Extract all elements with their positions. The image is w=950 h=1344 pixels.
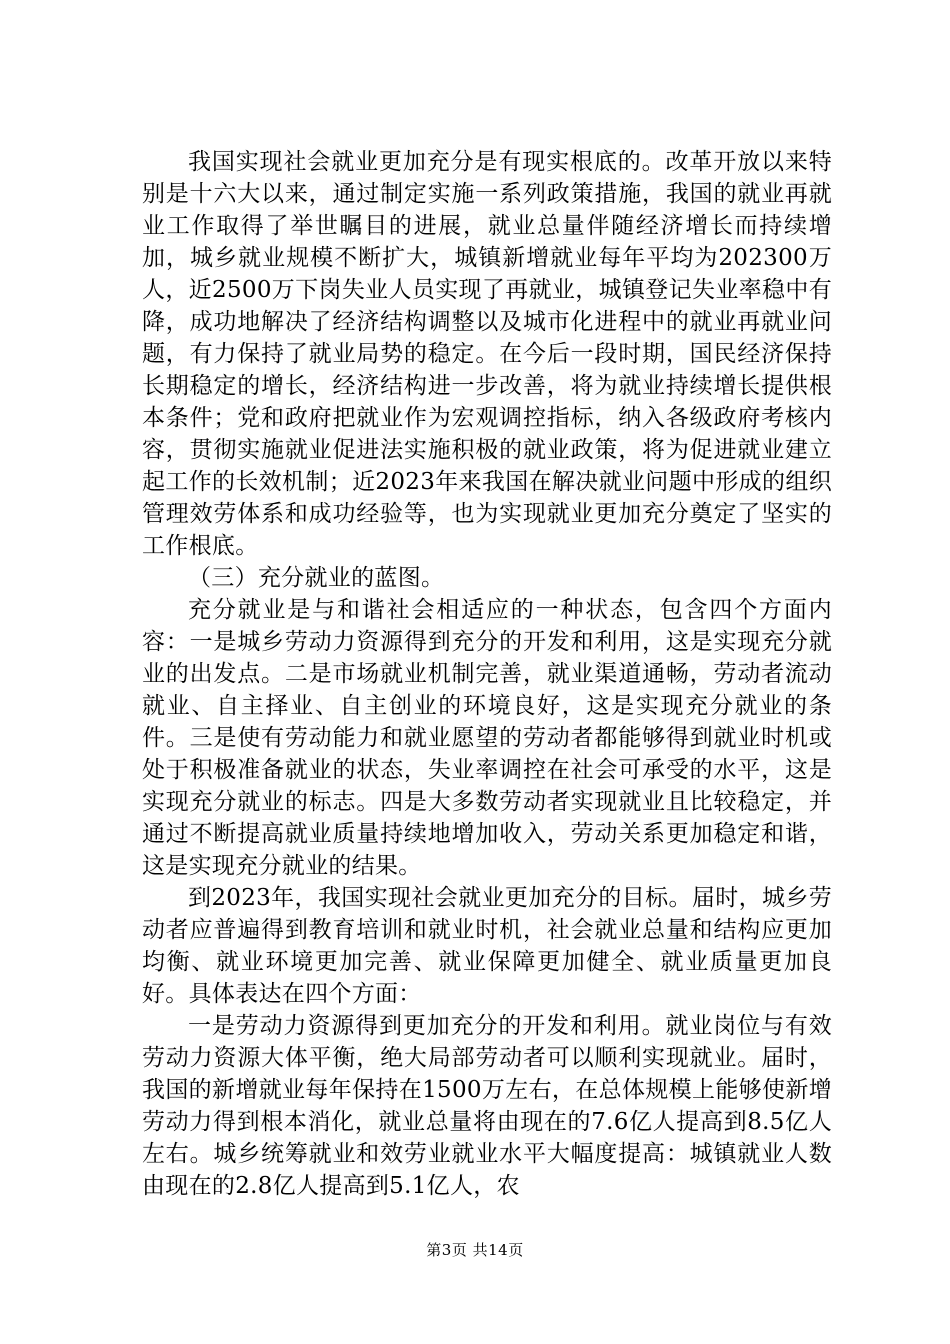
paragraph-full-employment-definition: 充分就业是与和谐社会相适应的一种状态，包含四个方面内容：一是城乡劳动力资源得到充分的开发和利用，这是实现充分就业的出发点。二是市场就业机制完善，就业渠道通畅，劳动者流动就业、自主择业、自主创业的环境良好，这是实现充分就业的条件。三是使有劳动能力和就业愿望的劳动者都能够得到就业时机或处于积极准备就业的状态，失业率调控在社会可承受的水平，这是实现充分就业的标志。四是大多数劳动者实现就业且比较稳定，并通过不断提高就业质量持续地增加收入，劳动关系更加稳定和谐，这是实现充分就业的结果。 [142, 597, 832, 879]
section-heading-blueprint: （三）充分就业的蓝图。 [188, 565, 445, 591]
paragraph-employment-foundation: 我国实现社会就业更加充分是有现实根底的。改革开放以来特别是十六大以来，通过制定实施一系列政策措施，我国的就业再就业工作取得了举世瞩目的进展，就业总量伴随经济增长而持续增加，城乡就业规模不断扩大，城镇新增就业每年平均为202300万人，近2500万下岗失业人员实现了再就业，城镇登记失业率稳中有降，成功地解决了经济结构调整以及城市化进程中的就业再就业问题，有力保持了就业局势的稳定。在今后一段时期，国民经济保持长期稳定的增长，经济结构进一步改善，将为就业持续增长提供根本条件；党和政府把就业作为宏观调控指标，纳入各级政府考核内容，贯彻实施就业促进法实施积极的就业政策，将为促进就业建立起工作的长效机制；近2023年来我国在解决就业问题中形成的组织管理效劳体系和成功经验等，也为实现就业更加充分奠定了坚实的工作根底。 [142, 149, 832, 559]
paragraph-labor-resources: 一是劳动力资源得到更加充分的开发和利用。就业岗位与有效劳动力资源大体平衡，绝大局部劳动者可以顺利实现就业。届时，我国的新增就业每年保持在1500万左右，在总体规模上能够使新增劳动力得到根本消化，就业总量将由现在的7.6亿人提高到8.5亿人左右。城乡统筹就业和效劳业就业水平大幅度提高：城镇就业人数由现在的2.8亿人提高到5.1亿人，农 [142, 1013, 832, 1199]
paragraph-2023-goal: 到2023年，我国实现社会就业更加充分的目标。届时，城乡劳动者应普遍得到教育培训和就业时机，社会就业总量和结构应更加均衡、就业环境更加完善、就业保障更加健全、就业质量更加良好。具体表达在四个方面： [142, 885, 832, 1007]
document-body [142, 146, 832, 1202]
page-number-footer: 第3页 共14页 [426, 1241, 524, 1259]
